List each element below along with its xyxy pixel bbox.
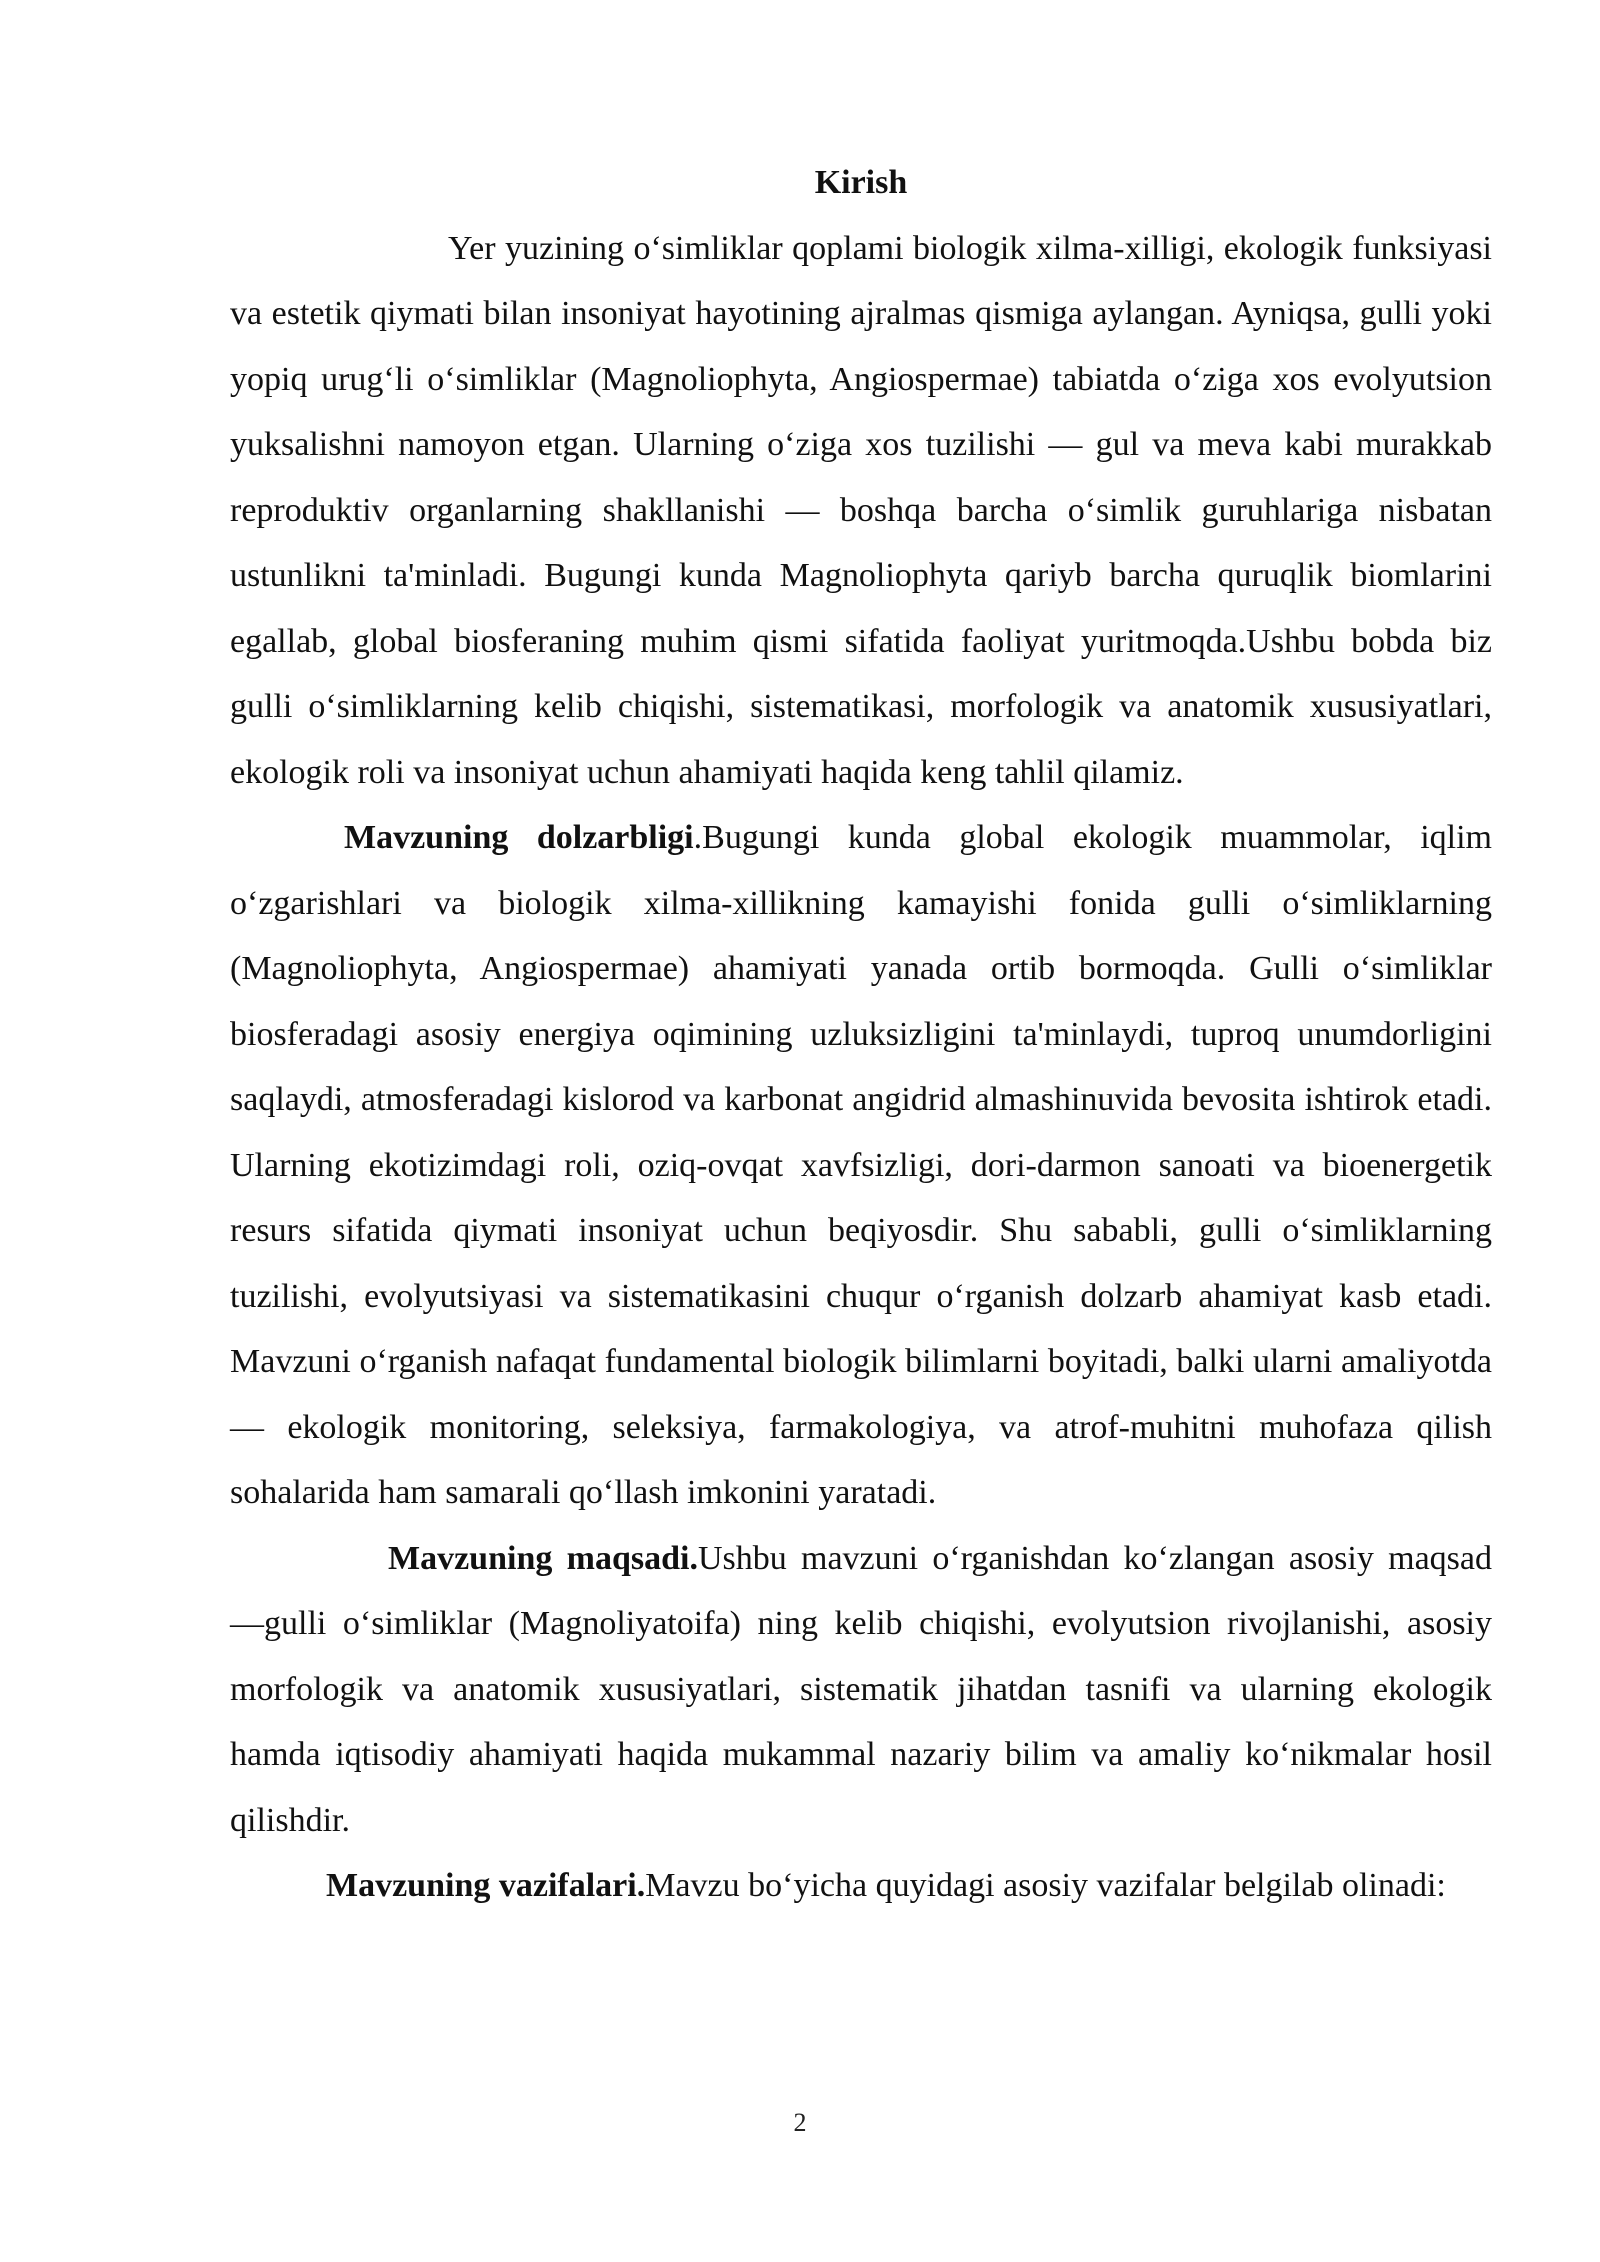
goal-paragraph bbox=[230, 1526, 1492, 1854]
relevance-heading: Mavzuning dolzarbligi bbox=[344, 819, 694, 856]
page-number: 2 bbox=[793, 2108, 807, 2137]
goal-text: Ushbu mavzuni o‘rganishdan ko‘zlangan asosiy maqsad —gulli o‘simliklar (Magnoliyatoifa) ning kelib chiqishi, evolyutsion rivojlanishi, asosiy morfologik va anatomik xususiyatlari, sistematik jihatdan tasnifi va ularning ekologik hamda iqtisodiy ahamiyati haqida mukammal nazariy bilim va amaliy ko‘nikmalar hosil qilishdir. bbox=[230, 1539, 1492, 1839]
section-title: Kirish bbox=[814, 164, 908, 201]
relevance-text: .Bugungi kunda global ekologik muammolar, iqlim o‘zgarishlari va biologik xilma-xillikning kamayishi fonida gulli o‘simliklarning (Magnoliophyta, Angiospermae) ahamiyati yanada ortib bormoqda. Gulli o‘simliklar biosferadagi asosiy energiya oqimining uzluksizligini ta'minlaydi, tuproq unumdorligini saqlaydi, atmosferadagi kislorod va karbonat angidrid almashinuvida bevosita ishtirok etadi. Ularning ekotizimdagi roli, oziq-ovqat xavfsizligi, dori-darmon sanoati va bioenergetik resurs sifatida qiymati insoniyat uchun beqiyosdir. Shu sababli, gulli o‘simliklarning tuzilishi, evolyutsiyasi va sistematikasini chuqur o‘rganish dolzarb ahamiyat kasb etadi. Mavzuni o‘rganish nafaqat fundamental biologik bilimlarni boyitadi, balki ularni amaliyotda — ekologik monitoring, seleksiya, farmakologiya, va atrof-muhitni muhofaza qilish sohalarida ham samarali qo‘llash imkonini yaratadi. bbox=[230, 819, 1492, 1511]
goal-heading: Mavzuning maqsadi. bbox=[388, 1539, 698, 1577]
relevance-paragraph bbox=[230, 805, 1492, 1526]
intro-paragraph: Yer yuzining o‘simliklar qoplami biologik xilma-xilligi, ekologik funksiyasi va estetik qiymati bilan insoniyat hayotining ajralmas qismiga aylangan. Ayniqsa, gulli yoki yopiq urug‘li o‘simliklar (Magnoliophyta, Angiospermae) tabiatda o‘ziga xos evolyutsion yuksalishni namoyon etgan. Ularning o‘ziga xos tuzilishi — gul va meva kabi murakkab reproduktiv organlarning shakllanishi — boshqa barcha o‘simlik guruhlariga nisbatan ustunlikni ta'minladi. Bugungi kunda Magnoliophyta qariyb barcha quruqlik biomlarini egallab, global biosferaning muhim qismi sifatida faoliyat yuritmoqda.Ushbu bobda biz gulli o‘simliklarning kelib chiqishi, sistematikasi, morfologik va anatomik xususiyatlari, ekologik roli va insoniyat uchun ahamiyati haqida keng tahlil qilamiz. bbox=[230, 229, 1492, 791]
tasks-heading: Mavzuning vazifalari. bbox=[326, 1867, 646, 1904]
tasks-paragraph bbox=[230, 1853, 1492, 1919]
tasks-text: Mavzu bo‘yicha quyidagi asosiy vazifalar belgilab olinadi: bbox=[645, 1867, 1446, 1904]
page-content bbox=[230, 150, 1492, 1919]
